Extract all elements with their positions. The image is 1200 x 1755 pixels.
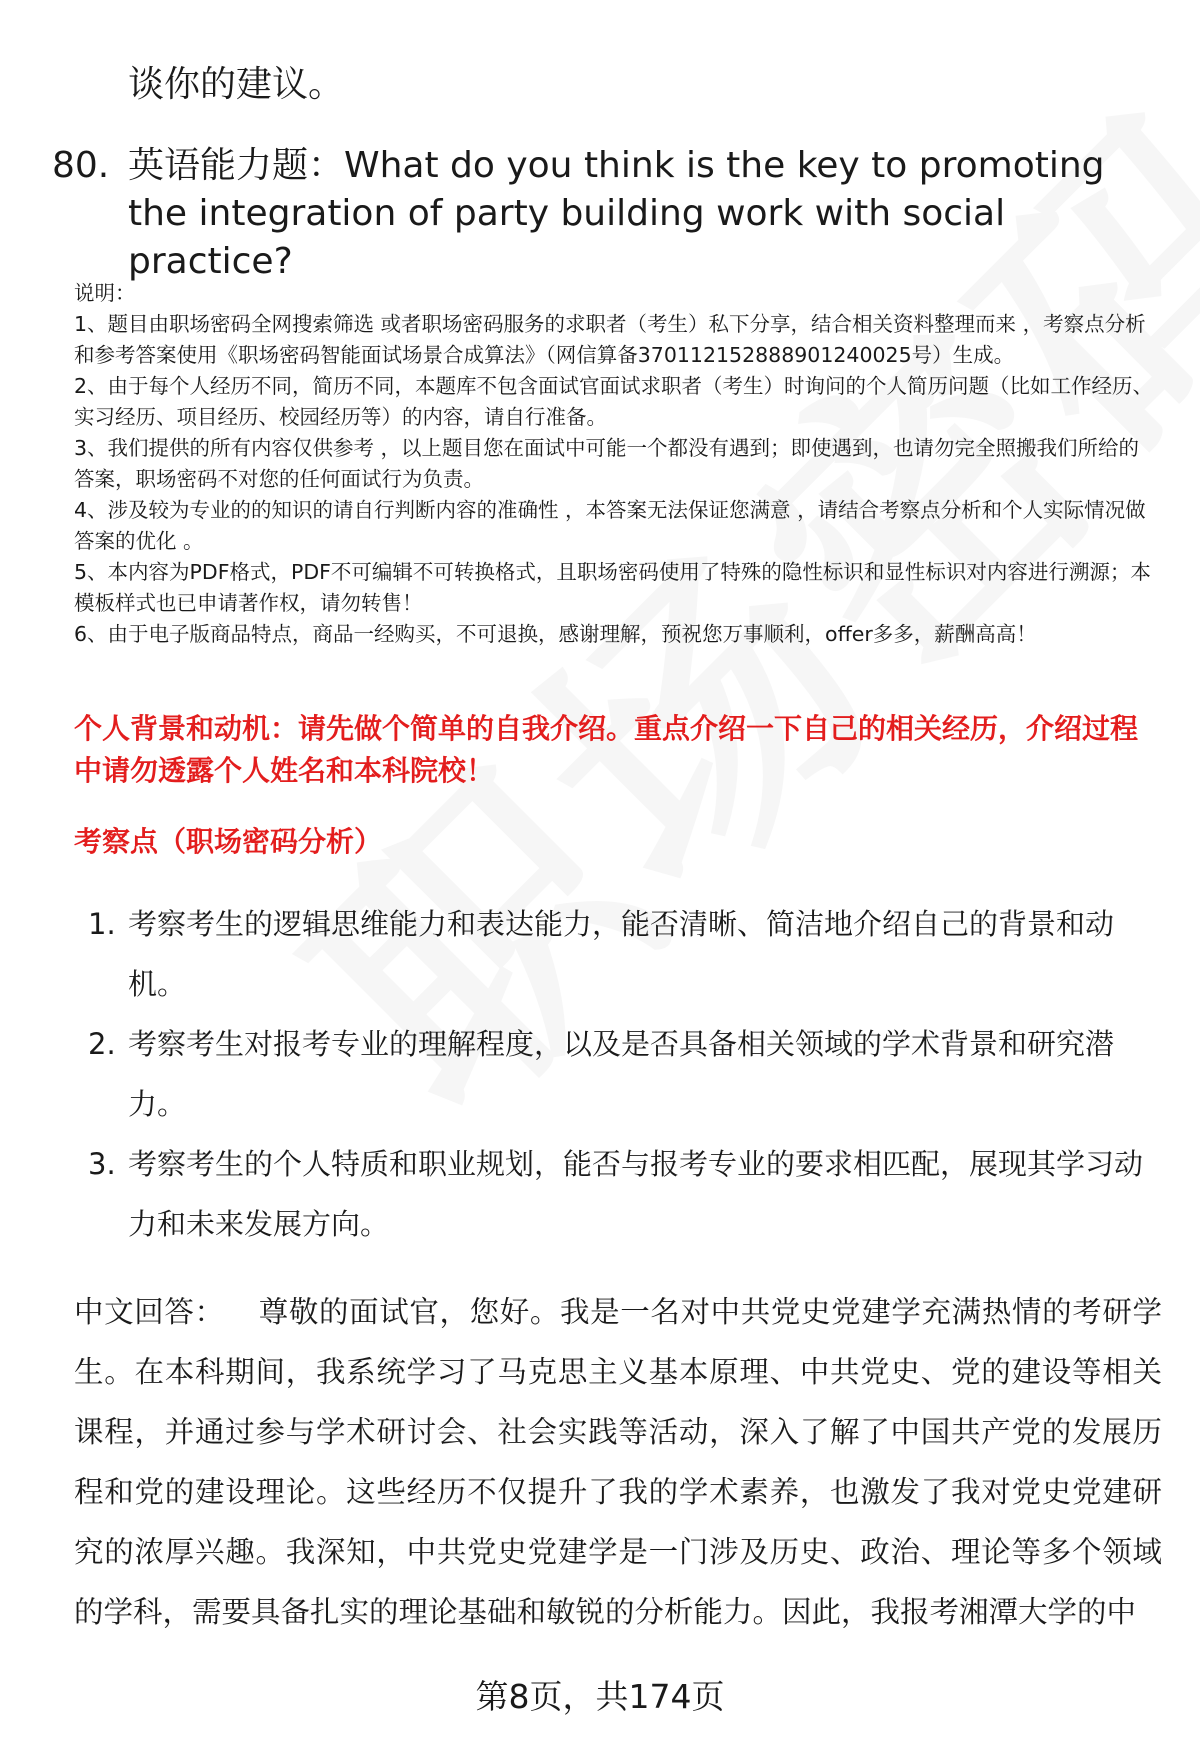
analysis-points — [74, 894, 1164, 1254]
notes-item: 4、涉及较为专业的的知识的请自行判断内容的准确性 ，本答案无法保证您满意 ，请结合考察点分析和个人实际情况做答案的优化 。 — [74, 498, 1146, 553]
list-item-number: 2. — [88, 1027, 116, 1061]
list-item-text: 考察考生对报考专业的理解程度，以及是否具备相关领域的学术背景和研究潜力。 — [128, 1027, 1115, 1121]
list-item-text: 考察考生的个人特质和职业规划，能否与报考专业的要求相匹配，展现其学习动力和未来发展方向。 — [128, 1147, 1144, 1241]
continuation-text: 谈你的建议。 — [128, 64, 345, 105]
notes-section — [74, 278, 1154, 650]
list-item-text: 考察考生的逻辑思维能力和表达能力，能否清晰、简洁地介绍自己的背景和动机。 — [128, 907, 1115, 1001]
list-item — [74, 1134, 1164, 1254]
answer-text: 尊敬的面试官，您好。我是一名对中共党史党建学充满热情的考研学生。在本科期间，我系统学习了马克思主义基本原理、中共党史、党的建设等相关课程，并通过参与学术研讨会、社会实践等活动，深入了解了中国共产党的发展历程和党的建设理论。这些经历不仅提升了我的学术素养，也激发了我对党史党建研究的浓厚兴趣。我深知，中共党史党建学是一门涉及历史、政治、理论等多个领域的学科，需要具备扎实的理论基础和敏锐的分析能力。因此，我报考湘潭大学的中 — [74, 1295, 1162, 1629]
analysis-title: 考察点（职场密码分析） — [74, 825, 383, 858]
notes-item: 2、由于每个人经历不同，简历不同，本题库不包含面试官面试求职者（考生）时询问的个人简历问题（比如工作经历、实习经历、项目经历、校园经历等）的内容，请自行准备。 — [74, 374, 1154, 429]
notes-item: 6、由于电子版商品特点，商品一经购买，不可退换，感谢理解，预祝您万事顺利，offer多多，薪酬高高！ — [74, 622, 1037, 646]
notes-item: 1、题目由职场密码全网搜索筛选 或者职场密码服务的求职者（考生）私下分享，结合相关资料整理而来 ，考察点分析和参考答案使用《职场密码智能面试场景合成算法》（网信算备370112152888901240025号）生成。 — [74, 312, 1146, 367]
background-question: 个人背景和动机：请先做个简单的自我介绍。重点介绍一下自己的相关经历，介绍过程中请勿透露个人姓名和本科院校！ — [74, 712, 1139, 787]
question-text: 英语能力题：What do you think is the key to promoting the integration of party building work with social practice? — [128, 145, 1105, 282]
notes-item: 5、本内容为PDF格式，PDF不可编辑不可转换格式，且职场密码使用了特殊的隐性标识和显性标识对内容进行溯源；本模板样式也已申请著作权，请勿转售！ — [74, 560, 1151, 615]
notes-item: 3、我们提供的所有内容仅供参考 ，以上题目您在面试中可能一个都没有遇到；即使遇到，也请勿完全照搬我们所给的答案，职场密码不对您的任何面试行为负责。 — [74, 436, 1140, 491]
list-item — [74, 894, 1164, 1014]
list-item-number: 1. — [88, 907, 116, 941]
page-footer: 第8页，共174页 — [475, 1677, 725, 1716]
notes-heading: 说明： — [74, 281, 136, 305]
list-item — [74, 1014, 1164, 1134]
question-number: 80. — [52, 145, 110, 186]
list-item-number: 3. — [88, 1147, 116, 1181]
answer-section — [74, 1282, 1162, 1642]
answer-label: 中文回答： — [74, 1295, 225, 1329]
